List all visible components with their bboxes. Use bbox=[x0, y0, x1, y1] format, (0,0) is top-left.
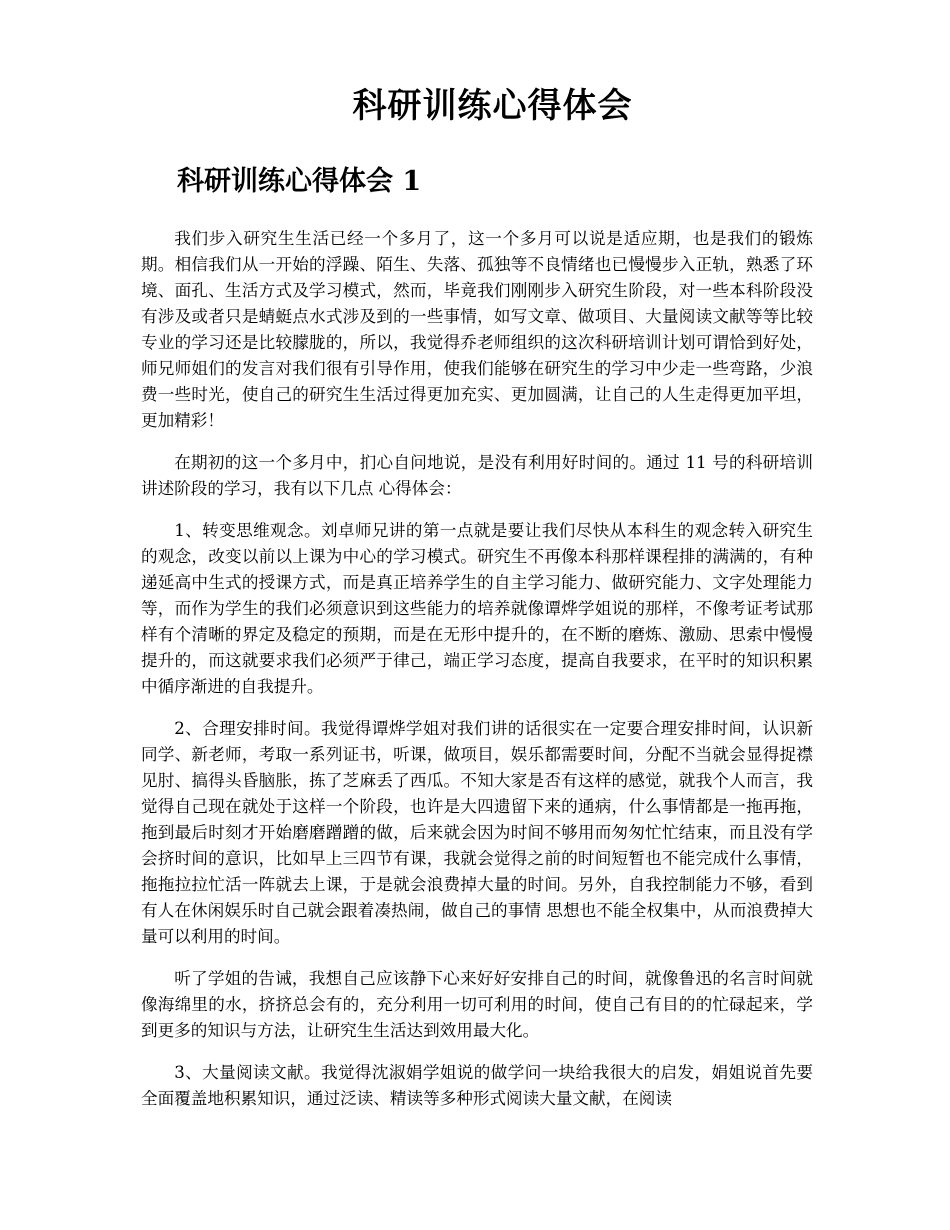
paragraph-1: 我们步入研究生生活已经一个多月了，这一个多月可以说是适应期，也是我们的锻炼期。相信我们从一开始的浮躁、陌生、失落、孤独等不良情绪也已慢慢步入正轨，熟悉了环境、面孔、生活方式及学习模式，然而，毕竟我们刚刚步入研究生阶段，对一些本科阶段没有涉及或者只是蜻蜓点水式涉及到的一些事情，如写文章、做项目、大量阅读文献等等比较专业的学习还是比较朦胧的，所以，我觉得乔老师组织的这次科研培训计划可谓恰到好处，师兄师姐们的发言对我们很有引导作用，使我们能够在研究生的学习中少走一些弯路，少浪费一些时光，使自己的研究生生活过得更加充实、更加圆满，让自己的人生走得更加平坦，更加精彩！ bbox=[141, 229, 813, 430]
body-text bbox=[141, 226, 813, 1128]
paragraph-6: 3、大量阅读文献。我觉得沈淑娟学姐说的做学问一块给我很大的启发，娟姐说首先要全面覆盖地积累知识，通过泛读、精读等多种形式阅读大量文献，在阅读 bbox=[141, 1063, 813, 1108]
paragraph-3: 1、转变思维观念。刘卓师兄讲的第一点就是要让我们尽快从本科生的观念转入研究生的观念，改变以前以上课为中心的学习模式。研究生不再像本科那样课程排的满满的，有种递延高中生式的授课方式，而是真正培养学生的自主学习能力、做研究能力、文字处理能力等，而作为学生的我们必须意识到这些能力的培养就像谭烨学姐说的那样，不像考证考试那样有个清晰的界定及稳定的预期，而是在无形中提升的，在不断的磨炼、激励、思索中慢慢提升的，而这就要求我们必须严于律己，端正学习态度，提高自我要求，在平时的知识积累中循序渐进的自我提升。 bbox=[141, 521, 813, 696]
paragraph-5: 听了学姐的告诫，我想自己应该静下心来好好安排自己的时间，就像鲁迅的名言时间就像海绵里的水，挤挤总会有的，充分利用一切可利用的时间，使自己有目的的忙碌起来，学到更多的知识与方法，让研究生生活达到效用最大化。 bbox=[141, 969, 813, 1040]
paragraph-4: 2、合理安排时间。我觉得谭烨学姐对我们讲的话很实在一定要合理安排时间，认识新同学、新老师，考取一系列证书，听课，做项目，娱乐都需要时间，分配不当就会显得捉襟见肘、搞得头昏脑胀，拣了芝麻丢了西瓜。不知大家是否有这样的感觉，就我个人而言，我觉得自己现在就处于这样一个阶段，也许是大四遗留下来的通病，什么事情都是一拖再拖，拖到最后时刻才开始磨磨蹭蹭的做，后来就会因为时间不够用而匆匆忙忙结束，而且没有学会挤时间的意识，比如早上三四节有课，我就会觉得之前的时间短暂也不能完成什么事情，拖拖拉拉忙活一阵就去上课，于是就会浪费掉大量的时间。另外，自我控制能力不够，看到有人在休闲娱乐时自己就会跟着凑热闹，做自己的事情 思想也不能全权集中，从而浪费掉大量可以利用的时间。 bbox=[141, 719, 813, 946]
document-title: 科研训练心得体会 bbox=[352, 86, 633, 126]
paragraph-2: 在期初的这一个多月中，扪心自问地说，是没有利用好时间的。通过 11 号的科研培训讲述阶段的学习，我有以下几点 心得体会： bbox=[141, 453, 813, 498]
section-heading: 科研训练心得体会 1 bbox=[177, 166, 422, 197]
